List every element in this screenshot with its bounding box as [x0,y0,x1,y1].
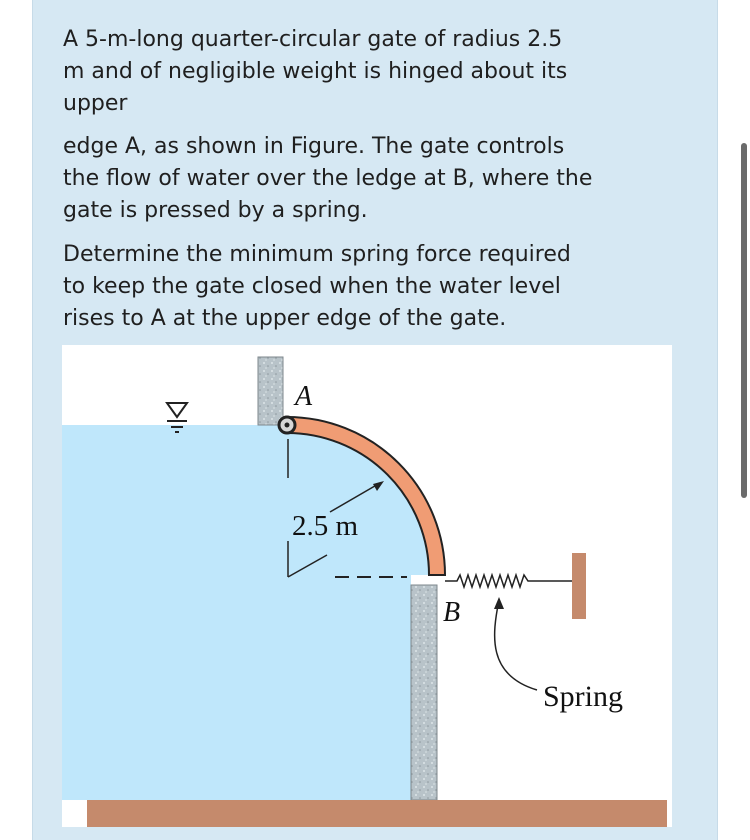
gate-diagram [62,345,672,827]
problem-paragraph-1: A 5-m-long quarter-circular gate of radius 2.5 m and of negligible weight is hinged about its upper [63,27,568,116]
radius-label: 2.5 m [292,510,359,542]
ledge-wall [411,585,437,800]
problem-paragraph-3: Determine the minimum spring force required to keep the gate closed when the water level rises to A at the upper edge of the gate. [63,242,571,331]
gate-figure [62,345,672,827]
question-card [32,0,718,840]
water-body [62,425,437,800]
ledge-label: B [443,597,461,628]
hinge-label: A [295,381,313,412]
spring-label: Spring [543,680,624,713]
spring [445,575,572,587]
scrollbar-thumb[interactable] [741,143,747,498]
upper-wall [258,357,283,425]
spring-post [572,553,586,619]
scrollbar[interactable] [740,0,750,840]
problem-paragraph-2: edge A, as shown in Figure. The gate controls the flow of water over the ledge at B, where the gate is pressed by a spring. [63,134,593,223]
ground [87,800,667,827]
